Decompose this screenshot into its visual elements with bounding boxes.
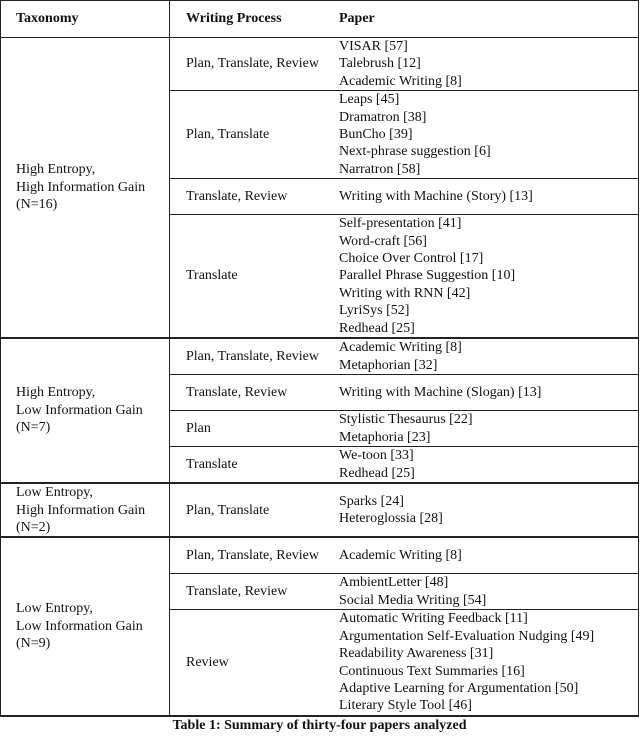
paper-item: Continuous Text Summaries [16]	[339, 663, 525, 679]
table-row	[1, 537, 639, 574]
writing-process-cell: Translate	[170, 447, 340, 484]
paper-item: Academic Writing [8]	[339, 340, 462, 356]
taxonomy-line: High Information Gain	[16, 179, 146, 195]
paper-item: Readability Awareness [31]	[339, 646, 494, 662]
table-body	[1, 38, 639, 716]
paper-item: LyriSys [52]	[339, 303, 410, 319]
paper-item: Parallel Phrase Suggestion [10]	[339, 268, 516, 284]
paper-cell	[339, 338, 639, 375]
paper-item: Automatic Writing Feedback [11]	[339, 611, 528, 627]
paper-cell	[339, 447, 639, 484]
paper-cell	[339, 91, 639, 179]
taxonomy-cell	[1, 338, 170, 483]
taxonomy-cell	[1, 38, 170, 339]
paper-item: Academic Writing [8]	[339, 548, 462, 564]
paper-item: We-toon [33]	[339, 448, 414, 464]
table-row	[1, 38, 639, 91]
table-caption: Table 1: Summary of thirty-four papers analyzed	[172, 717, 467, 733]
writing-process-cell: Plan, Translate, Review	[170, 338, 340, 375]
paper-cell	[339, 38, 639, 91]
paper-item: Self-presentation [41]	[339, 216, 462, 232]
paper-item: Writing with Machine (Story) [13]	[339, 189, 533, 205]
writing-process-cell: Translate, Review	[170, 179, 340, 215]
paper-item: Social Media Writing [54]	[339, 592, 487, 608]
table-row	[1, 338, 639, 375]
taxonomy-cell	[1, 537, 170, 715]
paper-item: Narratron [58]	[339, 161, 421, 177]
paper-item: Metaphoria [23]	[339, 429, 431, 445]
taxonomy-line: (N=2)	[16, 519, 51, 535]
header-paper: Paper	[339, 1, 639, 38]
header-writing-process: Writing Process	[170, 1, 340, 38]
writing-process-cell: Plan, Translate	[170, 91, 340, 179]
paper-cell	[339, 215, 639, 338]
taxonomy-line: High Information Gain	[16, 502, 146, 518]
writing-process-cell: Plan, Translate	[170, 483, 340, 537]
paper-item: Choice Over Control [17]	[339, 251, 484, 267]
taxonomy-line: (N=16)	[16, 197, 58, 213]
paper-item: Redhead [25]	[339, 320, 415, 336]
paper-item: Talebrush [12]	[339, 56, 421, 72]
writing-process-cell: Translate, Review	[170, 574, 340, 610]
header-taxonomy: Taxonomy	[1, 1, 170, 38]
paper-cell	[339, 610, 639, 716]
paper-item: Metaphorian [32]	[339, 357, 438, 373]
taxonomy-line: (N=9)	[16, 636, 51, 652]
paper-item: BunCho [39]	[339, 127, 413, 143]
paper-item: Heteroglossia [28]	[339, 511, 443, 527]
paper-item: Dramatron [38]	[339, 109, 427, 125]
paper-item: Writing with Machine (Slogan) [13]	[339, 384, 542, 400]
paper-item: Next-phrase suggestion [6]	[339, 144, 491, 160]
paper-item: AmbientLetter [48]	[339, 575, 449, 591]
writing-process-cell: Review	[170, 610, 340, 716]
paper-cell	[339, 179, 639, 215]
writing-process-cell: Translate, Review	[170, 375, 340, 411]
writing-process-cell: Translate	[170, 215, 340, 338]
table-row	[1, 483, 639, 537]
taxonomy-line: Low Information Gain	[16, 402, 143, 418]
paper-cell	[339, 483, 639, 537]
taxonomy-line: High Entropy,	[16, 385, 96, 401]
paper-cell	[339, 411, 639, 447]
paper-item: Academic Writing [8]	[339, 73, 462, 89]
taxonomy-cell	[1, 483, 170, 537]
paper-item: Writing with RNN [42]	[339, 285, 471, 301]
writing-process-cell: Plan	[170, 411, 340, 447]
taxonomy-line: (N=7)	[16, 420, 51, 436]
taxonomy-line: Low Entropy,	[16, 485, 93, 501]
taxonomy-line: High Entropy,	[16, 162, 96, 178]
taxonomy-line: Low Entropy,	[16, 601, 93, 617]
writing-process-cell: Plan, Translate, Review	[170, 38, 340, 91]
paper-cell	[339, 574, 639, 610]
taxonomy-line: Low Information Gain	[16, 618, 143, 634]
paper-item: Adaptive Learning for Argumentation [50]	[339, 680, 579, 696]
paper-item: Redhead [25]	[339, 465, 415, 481]
header-row	[1, 1, 639, 38]
paper-item: Leaps [45]	[339, 92, 400, 108]
paper-item: VISAR [57]	[339, 39, 408, 54]
paper-cell	[339, 375, 639, 411]
writing-process-cell: Plan, Translate, Review	[170, 537, 340, 574]
paper-item: Sparks [24]	[339, 493, 404, 509]
paper-item: Word-craft [56]	[339, 233, 427, 249]
paper-item: Stylistic Thesaurus [22]	[339, 412, 473, 428]
paper-item: Literary Style Tool [46]	[339, 698, 472, 714]
paper-cell	[339, 537, 639, 574]
paper-item: Argumentation Self-Evaluation Nudging [49]	[339, 628, 595, 644]
